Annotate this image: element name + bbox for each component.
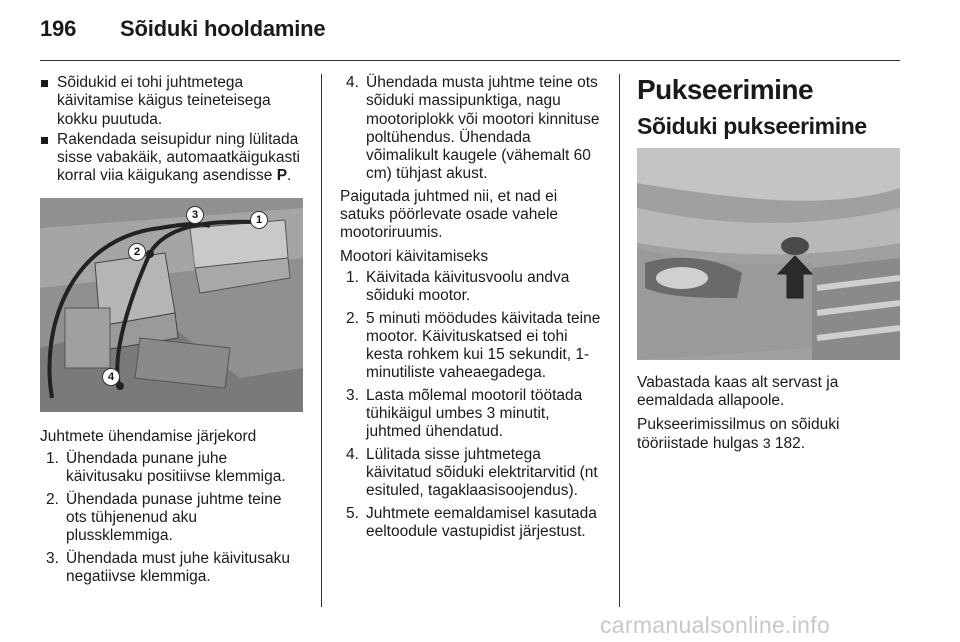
front-bumper-illustration (637, 148, 900, 360)
towing-eye-cover-figure (637, 148, 900, 360)
jump-start-figure (40, 198, 303, 412)
paragraph: Paigutada juhtmed nii, et nad ei satuks pöörlevate osade vahele mootoriruumis. (340, 187, 559, 242)
column-1 (40, 74, 306, 590)
column-2 (340, 74, 605, 545)
list-item: 3. Lasta mõlemal mootoril töötada tühikäigul umbes 3 minutit, juhtmed ühendatud. (346, 386, 583, 441)
list-item: 5. Juhtmete eemaldamisel kasutada eeltoodule vastupidist järjestust. (346, 504, 597, 540)
page-title: Sõiduki hooldamine (120, 16, 326, 41)
column-divider (619, 74, 620, 607)
gear-position-p: P (276, 167, 288, 185)
page-header (40, 16, 325, 42)
watermark: carmanualsonline.info (600, 612, 831, 638)
page-number: 196 (40, 16, 77, 41)
column-3 (637, 74, 900, 458)
column-divider (321, 74, 322, 607)
list-item: 2. Ühendada punase juhtme teine ots tühjenenud aku plussklemmiga. (46, 490, 282, 545)
engine-bay-illustration (40, 198, 303, 412)
list-item: 3. Ühendada must juhe käivitusaku negatiivse klemmiga. (46, 549, 291, 585)
list-item: 1. Ühendada punane juhe käivitusaku positiivse klemmiga. (46, 450, 286, 486)
callout-2: 2 (128, 243, 146, 261)
section-heading: Pukseerimine (637, 74, 814, 105)
callout-3: 3 (186, 206, 204, 224)
bullet-item: Rakendada seisupidur ning lülitada sisse vabakäik, automaatkäigukasti korral viia käigukang asendisse P. (40, 131, 306, 186)
bullet-item: Sõidukid ei tohi juhtmetega käivitamise käigus teineteisega kokku puutuda. (40, 74, 306, 129)
paragraph: Pukseerimissilmus on sõiduki tööriistade hulgas 3 182. (637, 415, 840, 452)
list-item: 1. Käivitada käivitusvoolu andva sõiduki mootor. (346, 268, 570, 305)
list-item: 4. Lülitada sisse juhtmetega käivitatud sõiduki elektritarvitid (nt esituled, tagaklaasisoojendus). (346, 445, 598, 500)
list-item: 4. Ühendada musta juhtme teine ots sõiduki massipunktiga, nagu mootoriplokk või mootori kinnituse poltühendus. Ühendada võimalikult kaugele (vähemalt 60 cm) tühjast akust. (346, 74, 600, 183)
header-rule (40, 60, 900, 61)
callout-1: 1 (250, 211, 268, 229)
paragraph: Vabastada kaas alt servast ja eemaldada allapoole. (637, 374, 839, 410)
page-reference-icon: 3 (762, 434, 771, 451)
list-item: 2. 5 minuti möödudes käivitada teine mootor. Käivituskatsed ei tohi kesta rohkem kui 15 sekundit, 1-minutiliste vaheaegadega. (346, 309, 601, 382)
paragraph: Mootori käivitamiseks (340, 247, 489, 265)
callout-4: 4 (102, 368, 120, 386)
figure-caption: Juhtmete ühendamise järjekord (40, 427, 257, 445)
subsection-heading: Sõiduki pukseerimine (637, 113, 867, 139)
